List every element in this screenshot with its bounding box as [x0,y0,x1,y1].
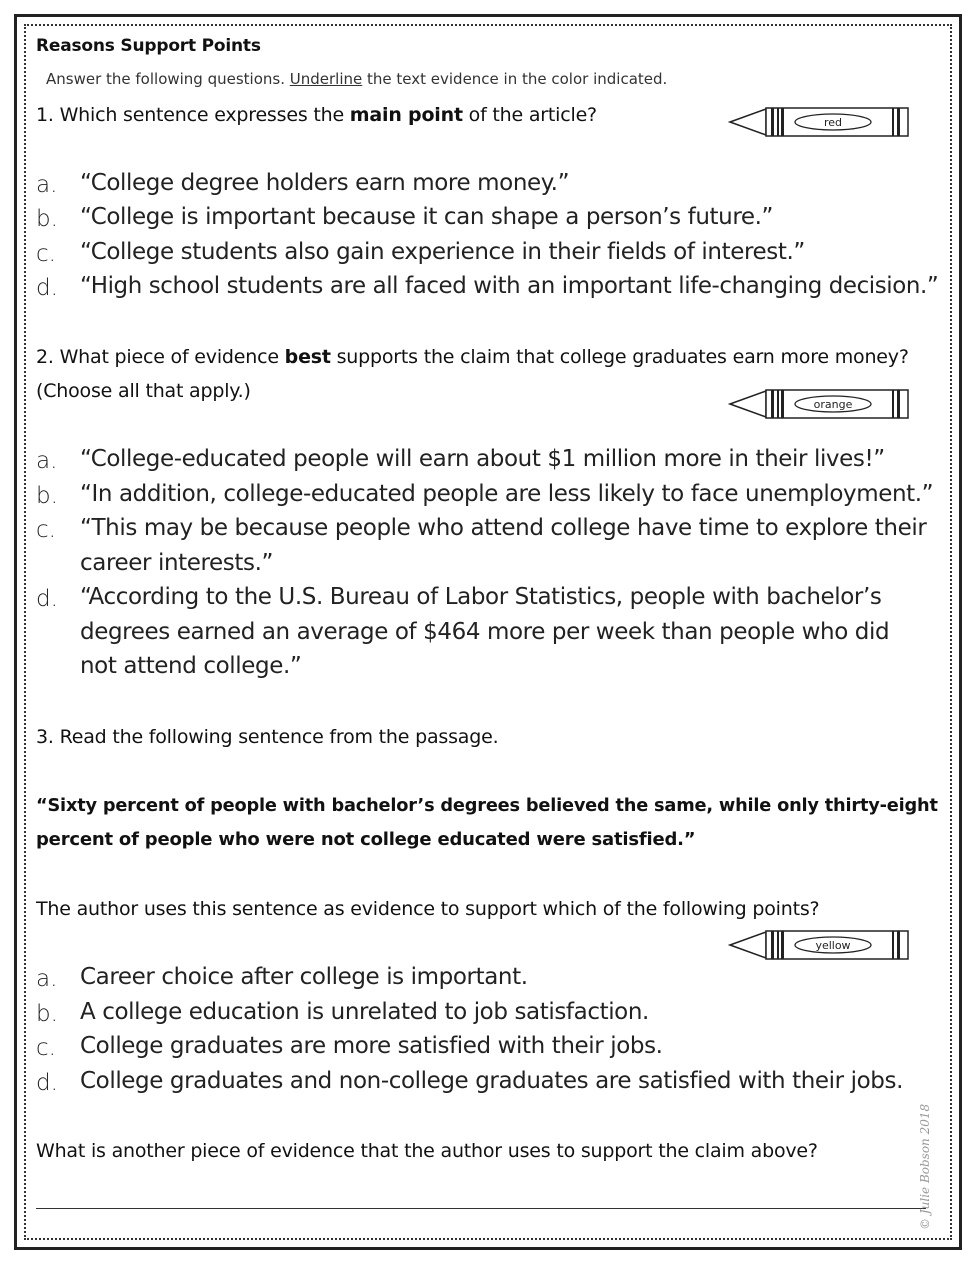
option-text: “College students also gain experience in their fields of interest.” [80,239,805,265]
option-text: career interests.” [80,549,274,576]
followup-question: What is another piece of evidence that the author uses to support the claim above? [36,1140,818,1162]
question-1: 1. Which sentence expresses the main point of the article? [36,104,597,126]
option-letter: a. [36,172,58,198]
option-text: College graduates and non-college graduates are satisfied with their jobs. [80,1068,903,1094]
question-2-line2: (Choose all that apply.) [36,380,251,402]
option-text: degrees earned an average of $464 more per week than people who did [80,618,890,645]
crayon-red-label: red [823,116,843,129]
option-letter: b. [36,1001,58,1027]
option-text: “College-educated people will earn about $1 million more in their lives!” [80,446,885,472]
option-text: “College is important because it can shape a person’s future.” [80,204,774,230]
option-letter: d. [36,1070,58,1096]
crayon-yellow-icon [728,927,912,963]
option-letter: c. [36,1035,56,1061]
option-letter: d. [36,275,58,301]
question-2: 2. What piece of evidence best supports the claim that college graduates earn more money? [36,346,909,368]
option-text: “College degree holders earn more money.” [80,170,570,196]
option-text: not attend college.” [80,653,302,679]
option-text: “This may be because people who attend college have time to explore their [80,515,927,541]
crayon-orange-label: orange [813,398,853,411]
option-letter: a. [36,966,58,992]
option-text: College graduates are more satisfied with their jobs. [80,1033,663,1059]
option-letter: a. [36,448,58,474]
option-letter: b. [36,206,58,232]
instructions: Answer the following questions. Underline the text evidence in the color indicated. [46,70,668,88]
option-letter: b. [36,483,58,509]
question-3-prompt: The author uses this sentence as evidence to support which of the following points? [36,898,820,920]
crayon-yellow-label: yellow [815,939,851,952]
underline-word: Underline [289,70,363,88]
crayon-orange-icon [728,386,912,422]
option-text: Career choice after college is important. [80,964,528,990]
answer-line[interactable] [36,1208,926,1209]
option-letter: d. [36,586,58,612]
option-text: “In addition, college-educated people are less likely to face unemployment.” [80,481,934,507]
quote-line-2: percent of people who were not college educated were satisfied.” [36,829,696,850]
option-text: A college education is unrelated to job satisfaction. [80,999,649,1025]
question-3: 3. Read the following sentence from the passage. [36,726,499,748]
quote-line-1: “Sixty percent of people with bachelor’s degrees believed the same, while only thirty-eight [36,795,938,816]
option-text: “High school students are all faced with an important life-changing decision.” [80,273,939,299]
option-letter: c. [36,241,56,267]
copyright-signature: © Julie Bobson 2018 [918,1103,932,1230]
page-title: Reasons Support Points [36,36,261,56]
option-letter: c. [36,517,56,543]
option-text: “According to the U.S. Bureau of Labor Statistics, people with bachelor’s [80,584,882,610]
crayon-red-icon [728,104,912,140]
